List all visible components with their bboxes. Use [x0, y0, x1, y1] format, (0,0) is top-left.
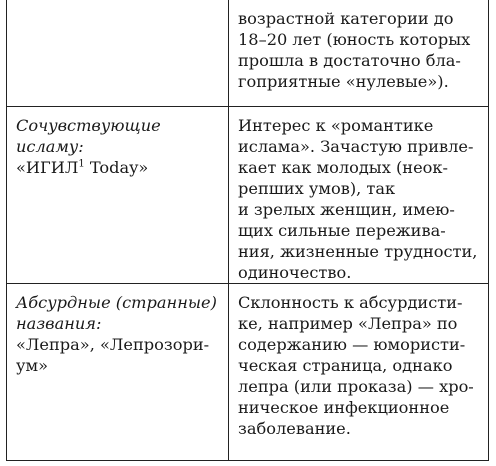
table-cell-right — [229, 284, 489, 461]
text-line: ническое инфекционное — [238, 398, 450, 417]
text-line: лепра (или проказа) — хро- — [238, 377, 474, 396]
text-line: содержанию — юмористи- — [238, 335, 466, 354]
table-row — [7, 0, 489, 107]
table-row — [7, 284, 489, 461]
text-line: Склонность к абсурдисти- — [238, 293, 463, 312]
example-name-suffix: Today» — [84, 158, 149, 177]
example-name-prefix: «ИГИЛ — [16, 158, 79, 177]
category-heading-line: названия: — [16, 314, 102, 333]
example-name-line: ум» — [16, 356, 49, 375]
text-line: гоприятные «нулевые»). — [238, 72, 449, 91]
text-line: одиночество. — [238, 263, 352, 282]
category-heading-line: Абсурдные (странные) — [16, 293, 217, 312]
text-line: прошла в достаточно бла- — [238, 51, 461, 70]
footnote-marker: 1 — [78, 158, 85, 170]
example-name — [16, 157, 220, 178]
text-line: кает как молодых (неок- — [238, 158, 448, 177]
table-cell-left — [7, 0, 229, 107]
category-heading-line: Сочувствующие — [16, 116, 161, 135]
text-line: и зрелых женщин, имею- — [238, 200, 455, 219]
table-cell-right — [229, 0, 489, 107]
text-line: ислама». Зачастую привле- — [238, 137, 474, 156]
text-line: заболевание. — [238, 419, 351, 438]
category-heading-line: исламу: — [16, 137, 84, 156]
text-line: 18–20 лет (юность которых — [238, 30, 471, 49]
text-line: ке, например «Лепра» по — [238, 314, 458, 333]
text-line: щих сильные пережива- — [238, 221, 446, 240]
example-name-line: «Лепра», «Лепрозори- — [16, 335, 210, 354]
text-line: возрастной категории до — [238, 9, 454, 28]
text-line: ческая страница, однако — [238, 356, 453, 375]
table-cell-left — [7, 284, 229, 461]
text-line: репших умов), так — [238, 179, 396, 198]
text-line: Интерес к «романтике — [238, 116, 434, 135]
table-row — [7, 107, 489, 284]
text-line: ния, жизненные трудности, — [238, 242, 478, 261]
document-table — [6, 0, 489, 461]
table-cell-right — [229, 107, 489, 284]
table-cell-left — [7, 107, 229, 284]
